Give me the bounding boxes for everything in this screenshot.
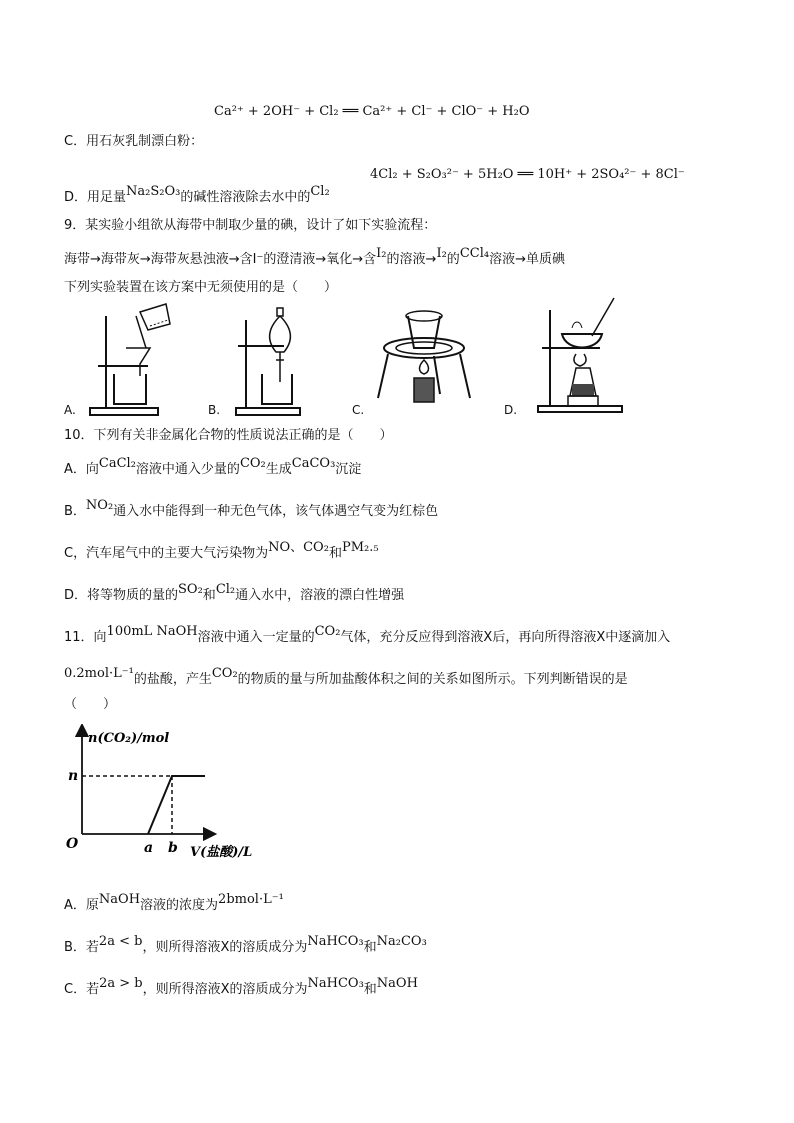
co2-series-line: [148, 776, 205, 834]
q9-flow: [64, 248, 565, 267]
x-tick-b: b: [168, 840, 178, 856]
equation-bleaching: Ca²⁺ + 2OH⁻ + Cl₂ ══ Ca²⁺ + Cl⁻ + ClO⁻ + H₂O: [214, 104, 530, 119]
text: 溶液→单质碘: [489, 252, 565, 267]
text: 溶液中通入少量的: [135, 462, 240, 477]
option-b-label: B.: [208, 403, 221, 417]
option-c-q8: C．用石灰乳制漂白粉：: [64, 134, 204, 149]
formula: I₂: [376, 246, 387, 261]
q11-option-b: [64, 936, 427, 955]
text: 气体，充分反应得到溶液X后，再向所得溶液X中逐滴加入: [340, 630, 671, 645]
formula: NaHCO₃: [307, 934, 364, 949]
y-axis-label: n(CO₂)/mol: [88, 731, 170, 746]
text: 通入水中能得到一种无色气体，该气体遇空气变为红棕色: [113, 504, 439, 519]
text: 通入水中，溶液的漂白性增强: [235, 588, 405, 603]
text: 海带→海带灰→海带灰悬浊液→含I⁻的澄清液→氧化→含: [64, 252, 377, 267]
formula: Cl₂: [215, 582, 236, 597]
formula: CO₂: [211, 666, 238, 681]
text: A．向: [64, 462, 99, 477]
formula: NaOH: [98, 892, 141, 907]
formula: 100mL NaOH: [106, 624, 198, 639]
formula: NaOH: [376, 976, 418, 991]
formula: 0.2mol·L⁻¹: [64, 666, 134, 681]
text: A．原: [64, 898, 99, 913]
formula: 2bmol·L⁻¹: [218, 892, 284, 907]
formula: I₂: [436, 246, 447, 261]
q11-stem-line2: [64, 668, 628, 687]
q11-option-a: [64, 894, 284, 913]
formula: PM₂.₅: [341, 540, 379, 555]
formula: NO、CO₂: [268, 540, 329, 555]
text: 的碱性溶液除去水中的: [180, 190, 311, 205]
q10-option-a: [64, 458, 361, 477]
formula: Na₂S₂O₃: [126, 184, 181, 199]
apparatus-separatory-funnel-figure: [232, 300, 317, 418]
formula: SO₂: [178, 582, 203, 597]
text: D．将等物质的量的: [64, 588, 179, 603]
text: 和: [328, 546, 342, 561]
text: ，则所得溶液X的溶质成分为: [142, 982, 308, 997]
q11-option-c: [64, 978, 418, 997]
option-c-label: C.: [352, 403, 365, 417]
x-axis-label: V(盐酸)/L: [190, 845, 253, 860]
formula: NO₂: [85, 498, 114, 513]
q11-stem-line1: [64, 626, 670, 645]
equation-thiosulfate: 4Cl₂ + S₂O₃²⁻ + 5H₂O ══ 10H⁺ + 2SO₄²⁻ + 8Cl⁻: [370, 167, 685, 182]
apparatus-crucible-figure: [374, 298, 474, 408]
text: 生成: [265, 462, 292, 477]
apparatus-evaporation-figure: [536, 292, 626, 416]
text: B．: [64, 504, 86, 519]
formula: CO₂: [314, 624, 341, 639]
text: 的溶液→: [386, 252, 437, 267]
text: 的盐酸，产生: [133, 672, 212, 687]
formula: CaCO₃: [291, 456, 336, 471]
formula: 2a > b: [99, 976, 143, 991]
text: D．用足量: [64, 190, 127, 205]
formula: CaCl₂: [98, 456, 136, 471]
option-d-label: D.: [504, 403, 518, 417]
text: 和: [363, 940, 377, 955]
text: C．若: [64, 982, 100, 997]
text: 溶液中通入一定量的: [197, 630, 315, 645]
q9-question: 下列实验装置在该方案中无须使用的是（ ）: [64, 280, 338, 295]
x-tick-a: a: [144, 840, 154, 856]
formula: Cl₂: [310, 184, 330, 199]
text: B．若: [64, 940, 99, 955]
formula: NaHCO₃: [307, 976, 364, 991]
q10-stem: 10．下列有关非金属化合物的性质说法正确的是（ ）: [64, 428, 393, 443]
text: ，则所得溶液X的溶质成分为: [142, 940, 308, 955]
text: 沉淀: [335, 462, 362, 477]
q9-stem: 9．某实验小组欲从海带中制取少量的碘，设计了如下实验流程：: [64, 218, 437, 233]
apparatus-filtration-figure: [88, 296, 183, 418]
q11-co2-chart: [60, 724, 280, 864]
text: 11．向: [64, 630, 107, 645]
y-tick-n: n: [68, 768, 79, 784]
formula: Na₂CO₃: [376, 934, 427, 949]
origin-label: O: [66, 836, 79, 852]
text: 溶液的浓度为: [140, 898, 219, 913]
option-a-label: A.: [64, 403, 76, 417]
text: 的: [446, 252, 460, 267]
text: 的物质的量与所加盐酸体积之间的关系如图所示。下列判断错误的是: [237, 672, 628, 687]
formula: CCl₄: [459, 246, 490, 261]
formula: 2a < b: [98, 934, 143, 949]
text: 和: [202, 588, 216, 603]
q11-paren: （ ）: [64, 697, 117, 712]
q10-option-b: [64, 500, 438, 519]
option-d-q8: [64, 186, 330, 205]
formula: CO₂: [239, 456, 266, 471]
q10-option-c: [64, 542, 379, 561]
q10-option-d: [64, 584, 404, 603]
text: 和: [363, 982, 377, 997]
text: C，汽车尾气中的主要大气污染物为: [64, 546, 269, 561]
